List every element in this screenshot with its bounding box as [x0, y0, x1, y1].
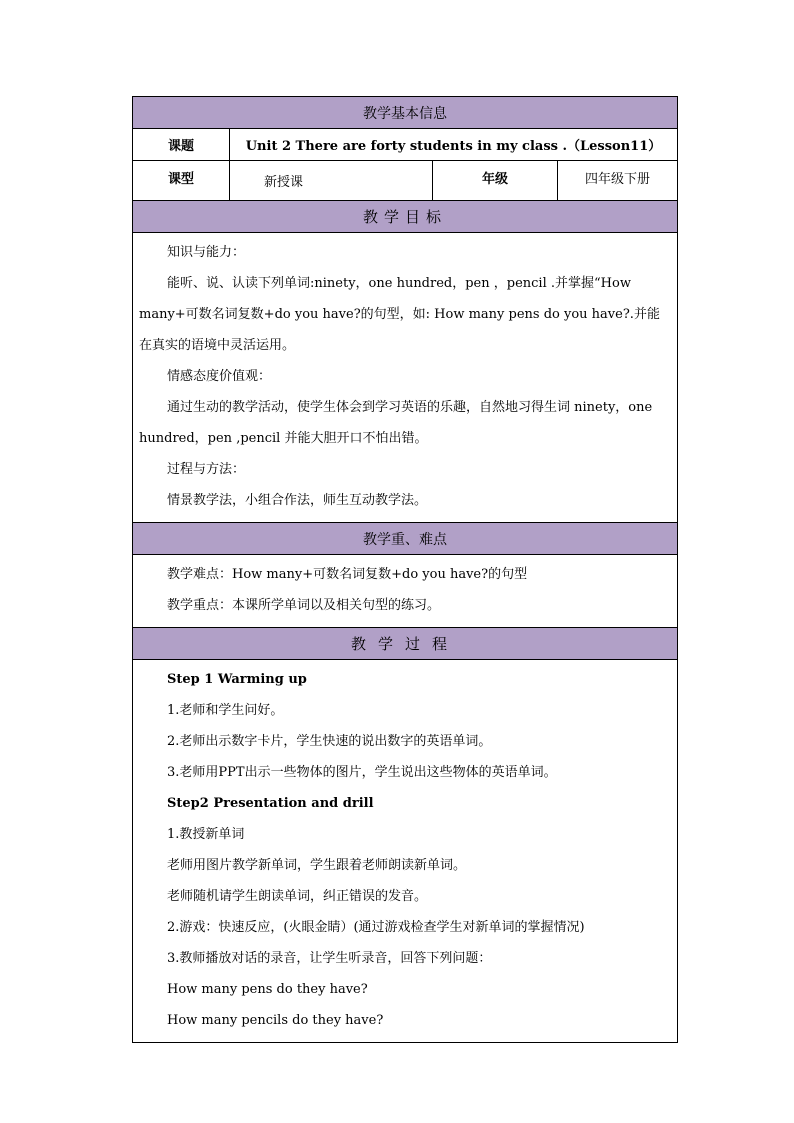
type-value: 新授课 [229, 161, 432, 200]
section-header-basic-info: 教学基本信息 [133, 97, 677, 129]
grade-label: 年级 [432, 161, 557, 200]
goals-row [133, 233, 677, 523]
step2-item: 1.教授新单词 [167, 827, 245, 842]
topic-value: Unit 2 There are forty students in my class .（Lesson11） [229, 129, 677, 160]
emotion-title: 情感态度价值观： [167, 369, 272, 384]
section-header-goals: 教学目标 [133, 201, 677, 233]
step2-item: 3.教师播放对话的录音，让学生听录音，回答下列问题： [167, 951, 492, 966]
process-content [133, 660, 677, 1042]
important-point: 教学重点：本课所学单词以及相关句型的练习。 [167, 598, 441, 613]
step2-item: 老师随机请学生朗读单词，纠正错误的发音。 [167, 889, 428, 904]
type-label: 课型 [167, 172, 194, 187]
difficult-point: 教学难点：How many+可数名词复数+do you have?的句型 [167, 567, 528, 582]
step1-item: 2.老师出示数字卡片，学生快速的说出数字的英语单词。 [167, 734, 492, 749]
step1-title: Step 1 Warming up [167, 672, 307, 687]
goals-content [133, 233, 677, 522]
method-title: 过程与方法： [167, 462, 246, 477]
topic-row [133, 129, 677, 161]
step1-item: 3.老师用PPT出示一些物体的图片，学生说出这些物体的英语单词。 [167, 765, 557, 780]
method-text: 情景教学法，小组合作法，师生互动教学法。 [167, 493, 428, 508]
grade-value: 四年级下册 [557, 161, 677, 200]
step2-item: 2.游戏：快速反应，(火眼金睛）(通过游戏检查学生对新单词的掌握情况) [167, 920, 585, 935]
question: How many pens do they have? [167, 982, 368, 997]
question: How many pencils do they have? [167, 1013, 384, 1028]
step1-item: 1.老师和学生问好。 [167, 703, 284, 718]
topic-label: 课题 [167, 139, 194, 154]
step2-item: 老师用图片教学新单词，学生跟着老师朗读新单词。 [167, 858, 467, 873]
key-points-row [133, 555, 677, 628]
section-header-key-points: 教学重、难点 [133, 523, 677, 555]
type-grade-row [133, 161, 677, 201]
lesson-plan-table [132, 96, 678, 1043]
step2-title: Step2 Presentation and drill [167, 796, 374, 811]
process-row [133, 660, 677, 1042]
section-header-process: 教学过程 [133, 628, 677, 660]
emotion-text: 通过生动的教学活动，使学生体会到学习英语的乐趣，自然地习得生词 ninety，one hundred，pen ,pencil 并能大胆开口不怕出错。 [139, 400, 653, 446]
key-points-content [133, 555, 677, 627]
knowledge-text: 能听、说、认读下列单词:ninety，one hundred，pen ，pencil .并掌握“How many+可数名词复数+do you have?的句型，如: How many pens do you have?.并能在真实的语境中灵活运用。 [139, 276, 660, 353]
knowledge-title: 知识与能力： [167, 245, 246, 260]
